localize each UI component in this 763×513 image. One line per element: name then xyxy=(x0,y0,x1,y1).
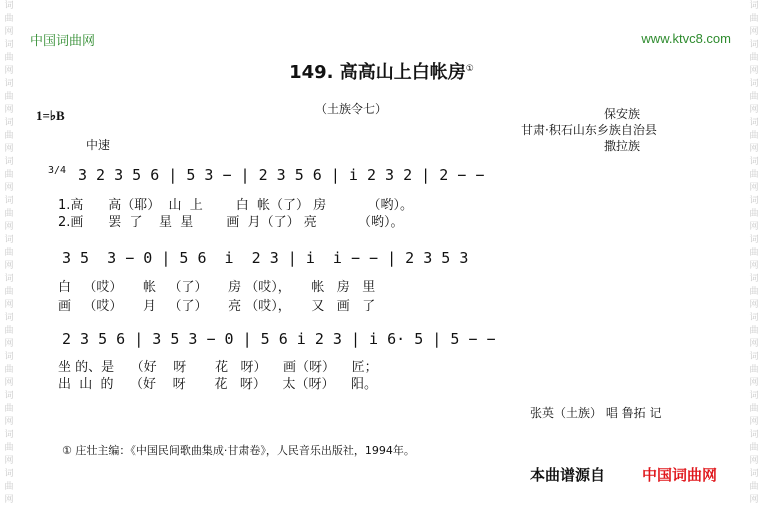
song-title-text: 149. 高高山上白帐房 xyxy=(289,62,466,83)
origin-line-2: 甘肃·积石山东乡族自治县 xyxy=(521,123,657,137)
time-signature: 3/4 xyxy=(48,165,67,176)
lyric-line-3-verse-2: 出 山 的 （好 呀 花 呀） 太（呀） 阳。 xyxy=(58,377,377,392)
footnote: ① 庄壮主编：《中国民间歌曲集成·甘肃卷》，人民音乐出版社，1994年。 xyxy=(62,444,415,457)
lyric-line-3-verse-1: 坐 的、是 （好 呀 花 呀） 画（呀） 匠； xyxy=(58,360,378,375)
lyric-line-1-verse-2: 2.画 罢 了 星 星 画 月（了） 亮 （哟）。 xyxy=(58,215,404,230)
score-line-3: 2 3 5 6 | 3 5 3 − 0 | 5 6 i 2 3 | i 6· 5 | 5 − − xyxy=(62,330,496,348)
performer-credits: 张英（土族） 唱 鲁拓 记 xyxy=(530,406,662,420)
watermark-left: 词曲网词曲网词曲网词曲网词曲网词曲网词曲网词曲网词曲网词曲网词曲网词曲网词曲网 xyxy=(4,1,14,505)
source-label: 本曲谱源自 xyxy=(530,466,606,484)
key-signature: 1=♭B xyxy=(36,108,65,123)
origin-line-1: 保安族 xyxy=(604,107,641,121)
tempo-marking: 中速 xyxy=(86,138,111,152)
site-name[interactable]: 中国词曲网 xyxy=(30,34,96,49)
lyric-line-2-verse-1: 白 （哎） 帐 （了） 房 （哎）， 帐 房 里 xyxy=(58,280,376,295)
watermark-right: 词曲网词曲网词曲网词曲网词曲网词曲网词曲网词曲网词曲网词曲网词曲网词曲网词曲网 xyxy=(749,1,759,505)
lyric-line-1-verse-1: 1.高 高（耶） 山 上 白 帐（了） 房 （哟）。 xyxy=(58,198,414,213)
source-site-link[interactable]: 中国词曲网 xyxy=(642,466,718,484)
song-subtitle: （土族令七） xyxy=(315,102,388,116)
song-title xyxy=(0,58,763,84)
origin-line-3: 撒拉族 xyxy=(604,139,641,153)
score-line-2: 3 5 3 − 0 | 5 6 i 2 3 | i i − − | 2 3 5 3 xyxy=(62,249,469,267)
site-url[interactable]: www.ktvc8.com xyxy=(641,31,731,46)
title-footnote-mark: ① xyxy=(465,64,474,74)
score-line-1: 3 2 3 5 6 | 5 3 − | 2 3 5 6 | i 2 3 2 | 2 − − xyxy=(78,166,485,184)
lyric-line-2-verse-2: 画 （哎） 月 （了） 亮 （哎）， 又 画 了 xyxy=(58,299,376,314)
